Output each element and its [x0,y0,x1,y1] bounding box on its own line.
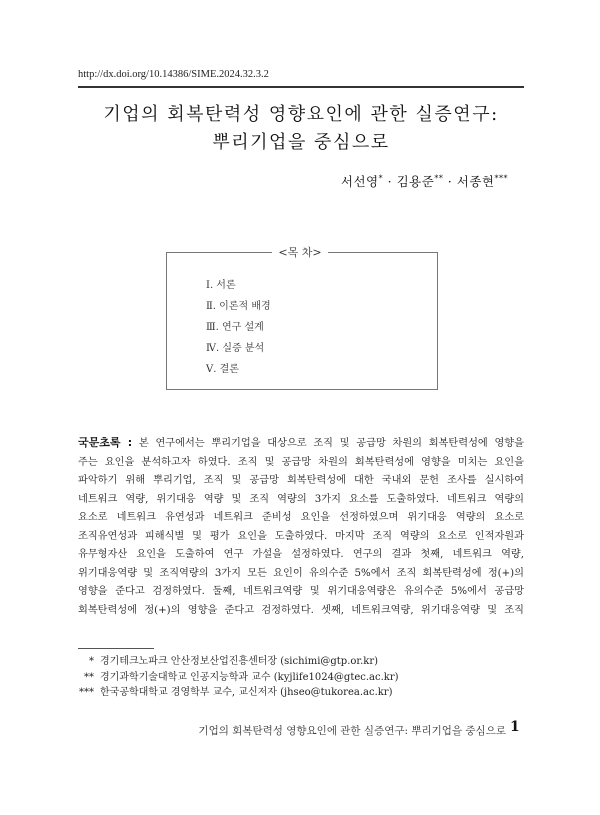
page-number: 1 [510,719,520,735]
footnotes [78,654,399,701]
abstract-line: 네트워크 역량, 위기대응 역량 및 조직 역량의 3가지 요소를 도출하였다. 네트워크 역량의 [78,493,524,505]
abstract-line: 국문초록 : 본 연구에서는 뿌리기업을 대상으로 조직 및 공급망 차원의 회복탄력성에 영향을 [78,436,524,449]
author-footnote-mark: * [378,173,384,183]
abstract-line: 파악하기 위해 뿌리기업, 조직 및 공급망 회복탄력성에 대한 국내외 문헌 조사를 실시하여 [78,475,524,486]
author-footnote-mark: *** [494,173,508,183]
abstract-line: 영향을 준다고 검정하였다. 둘째, 네트워크역량 및 위기대응역량은 유의수준 5%에서 공급망 [78,586,524,597]
footnote-rule [78,648,154,649]
author-separator: · [447,174,453,189]
toc-item: Ⅴ. 결론 [206,364,239,375]
author-list [341,172,508,190]
author-name: 김용준 [396,174,435,189]
doi-link[interactable]: http://dx.doi.org/10.14386/SIME.2024.32.3.2 [78,69,269,80]
toc-item: Ⅲ. 연구 설계 [206,322,264,333]
abstract [78,434,524,620]
abstract-line: 주는 요인을 분석하고자 하였다. 조직 및 공급망 차원의 회복탄력성에 영향을 미치는 요인을 [78,456,524,468]
abstract-line: 요소로 네트워크 유연성과 네트워크 준비성 요인을 선정하였으며 위기대응 역량의 요소로 [78,512,524,523]
abstract-line: 회복탄력성에 정(+)의 영향을 준다고 검정하였다. 셋째, 네트워크역량, 위기대응역량 및 조직 [78,604,524,616]
footnote: * 경기테크노파크 안산정보산업진흥센터장 (sichimi@gtp.or.kr) [89,656,379,667]
abstract-label: 국문초록 : [78,436,133,449]
author-footnote-mark: ** [434,173,444,183]
paper-title-line-2: 뿌리기업을 중심으로 [212,132,390,153]
paper-title-line-1: 기업의 회복탄력성 영향요인에 관한 실증연구: [103,104,499,125]
header-rule [78,86,524,88]
toc-item: Ⅰ. 서론 [206,280,236,291]
toc-list [206,275,271,380]
abstract-line: 위기대응역량 및 조직역량의 3가지 모든 요인이 유의수준 5%에서 조직 회복탄력성에 정(+)의 [78,567,524,579]
abstract-line: 조직유연성과 피해식별 및 평가 요인을 도출하였다. 마지막 조직 역량의 요소로 인적자원과 [78,530,524,542]
toc-item: Ⅱ. 이론적 배경 [206,301,271,312]
footnote: ** 경기과학기술대학교 인공지능학과 교수 (kyjlife1024@gtec.ac.kr) [84,671,399,683]
toc-heading: <목 차> [0,244,600,260]
abstract-line: 유무형자산 요인을 도출하여 연구 가설을 설정하였다. 연구의 결과 첫째, 네트워크 역량, [78,549,524,560]
author-name: 서종현 [456,174,495,189]
running-head: 기업의 회복탄력성 영향요인에 관한 실증연구: 뿌리기업을 중심으로 [198,725,506,737]
author-separator: · [387,174,393,189]
toc-item: Ⅳ. 실증 분석 [206,343,265,354]
author-name: 서선영 [340,174,379,189]
footnote: *** 한국공학대학교 경영학부 교수, 교신저자 (jhseo@tukorea.ac.kr) [79,687,393,698]
